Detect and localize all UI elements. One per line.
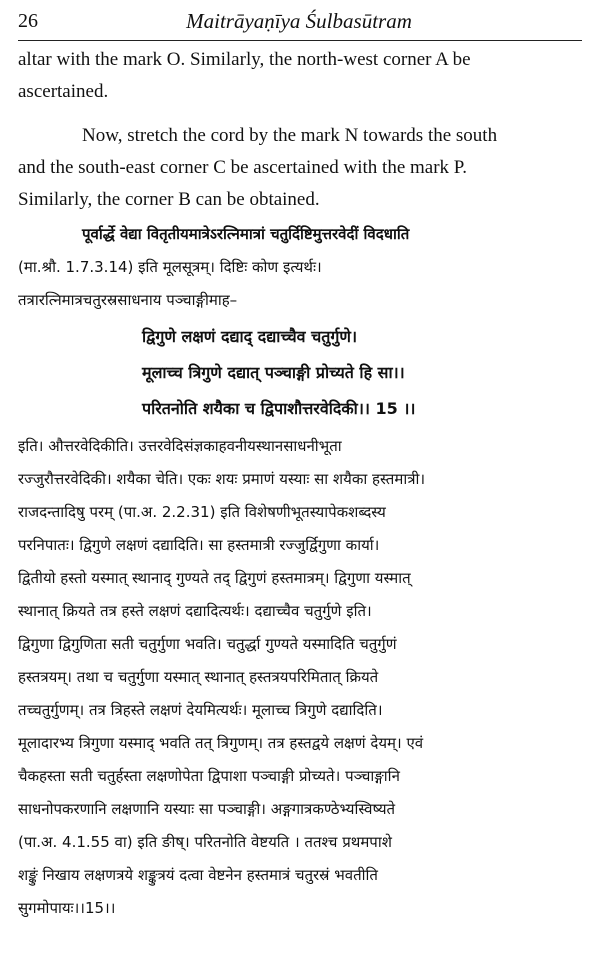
sutra-line-2: (मा.श्रौ. 1.7.3.14) इति मूलसूत्रम्। दिष्टिः कोण इत्यर्थः। (18, 258, 322, 276)
sutra-line-1: पूर्वार्द्धे वेद्या वितृतीयमात्रेऽरत्निमात्रां चतुर्दिष्टिमुत्तरवेदीं विदधाति (82, 225, 410, 243)
verse-line-3: परितनोति शयैका च द्विपाशौत्तरवेदिकी।। 15 ।। (142, 399, 416, 418)
page-header (18, 8, 580, 36)
commentary-line-7: द्विगुणा द्विगुणिता सती चतुर्गुणा भवति। चतुर्द्धा गुण्यते यस्मादिति चतुर्गुणं (18, 635, 397, 653)
commentary-line-10: मूलादारभ्य त्रिगुणा यस्माद् भवति तत् त्रिगुणम्। तत्र हस्तद्वये लक्षणं देयम्। एवं (18, 734, 424, 752)
commentary-line-9: तच्चतुर्गुणम्। तत्र त्रिहस्ते लक्षणं देयमित्यर्थः। मूलाच्च त्रिगुणे दद्यादिति। (18, 701, 383, 719)
commentary-line-6: स्थानात् क्रियते तत्र हस्ते लक्षणं दद्यादित्यर्थः। दद्याच्चैव चतुर्गुणे इति। (18, 602, 372, 620)
commentary-line-1: इति। औत्तरवेदिकीति। उत्तरवेदिसंज्ञकाहवनीयस्थानसाधनीभूता (18, 437, 342, 455)
commentary-line-5: द्वितीयो हस्तो यस्मात् स्थानाद् गुण्यते तद् द्विगुणं हस्तमात्रम्। द्विगुणा यस्मात् (18, 569, 411, 587)
translation-line-3: Now, stretch the cord by the mark N towards the south (82, 125, 498, 146)
verse-line-2: मूलाच्च त्रिगुणे दद्यात् पञ्चाङ्गी प्रोच्यते हि सा।। (142, 363, 405, 382)
verse-line-1: द्विगुणे लक्षणं दद्याद् दद्याच्चैव चतुर्गुणे। (142, 327, 358, 346)
translation-line-4: and the south-east corner C be ascertained with the mark P. (18, 157, 467, 178)
commentary-line-11: चैकहस्ता सती चतुर्हस्ता लक्षणोपेता द्विपाशा पञ्चाङ्गी प्रोच्यते। पञ्चाङ्गानि (18, 767, 400, 785)
commentary-line-12: साधनोपकरणानि लक्षणानि यस्याः सा पञ्चाङ्गी। अङ्गगात्रकण्ठेभ्यस्विष्यते (18, 800, 396, 818)
translation-line-5: Similarly, the corner B can be obtained. (18, 189, 320, 210)
commentary-line-2: रज्जुरौत्तरवेदिकी। शयैका चेति। एकः शयः प्रमाणं यस्याः सा शयैका हस्तमात्री। (18, 470, 426, 488)
page-number: 26 (18, 10, 38, 32)
commentary-line-14: शङ्कुं निखाय लक्षणत्रये शङ्कुत्रयं दत्वा वेष्टनेन हस्तमात्रं चतुरस्रं भवतीति (18, 866, 378, 884)
header-rule (18, 40, 582, 41)
translation-line-2: ascertained. (18, 81, 109, 102)
commentary-line-15: सुगमोपायः।।15।। (18, 899, 116, 917)
commentary-line-4: परनिपातः। द्विगुणे लक्षणं दद्यादिति। सा हस्तमात्री रज्जुर्द्विगुणा कार्या। (18, 536, 380, 554)
commentary-line-13: (पा.अ. 4.1.55 वा) इति ङीष्। परितनोति वेष्टयति । ततश्च प्रथमपाशे (18, 833, 392, 851)
commentary-line-3: राजदन्तादिषु परम् (पा.अ. 2.2.31) इति विशेषणीभूतस्यापेकशब्दस्य (18, 503, 386, 521)
sutra-line-3: तत्रारत्निमात्रचतुरस्रसाधनाय पञ्चाङ्गीमाह– (18, 291, 238, 309)
commentary-line-8: हस्तत्रयम्। तथा च चतुर्गुणा यस्मात् स्थानात् हस्तत्रयपरिमितात् क्रियते (18, 668, 379, 686)
translation-line-1: altar with the mark O. Similarly, the north-west corner A be (18, 49, 471, 70)
running-title: Maitrāyaṇīya Śulbasūtram (186, 9, 412, 33)
